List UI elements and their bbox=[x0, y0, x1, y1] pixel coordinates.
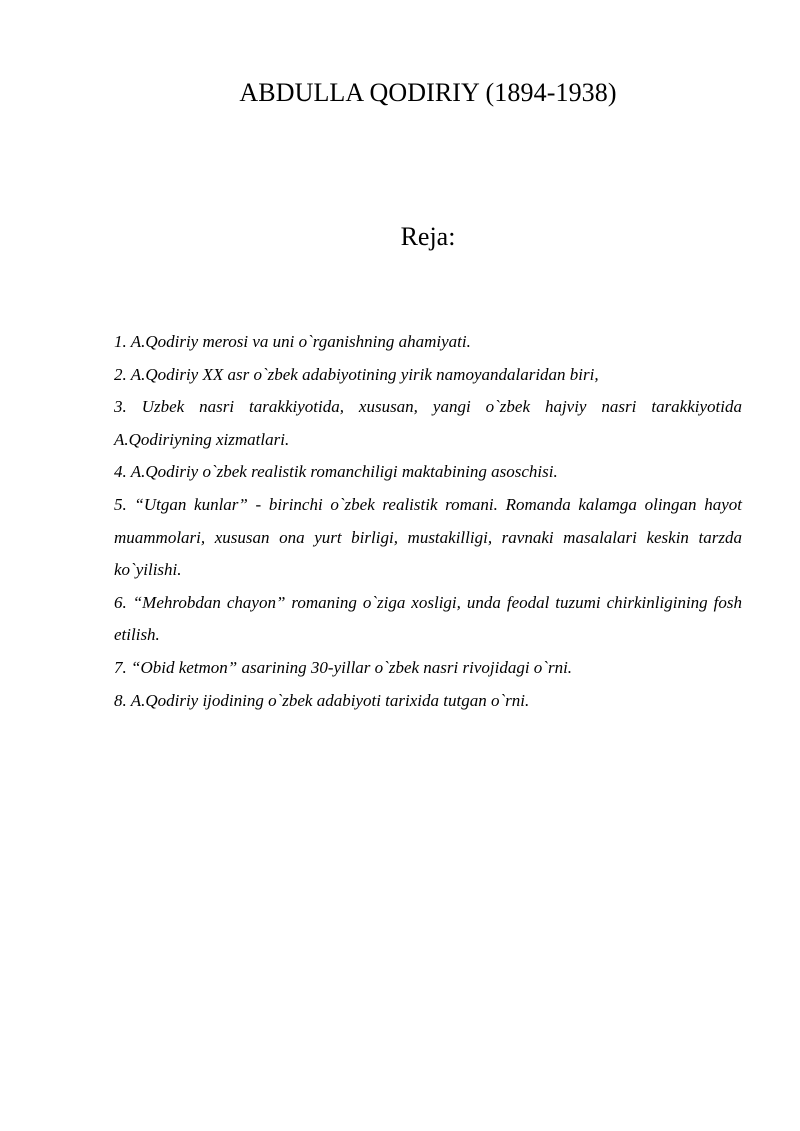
plan-item-8: 8. A.Qodiriy ijodining o`zbek adabiyoti tarixida tutgan o`rni. bbox=[114, 690, 530, 710]
plan-item-1: 1. A.Qodiriy merosi va uni o`rganishning ahamiyati. bbox=[114, 332, 471, 351]
plan-item-3: 3. Uzbek nasri tarakkiyotida, xususan, yangi o`zbek hajviy nasri tarakkiyotida A.Qodiriyning xizmatlari. bbox=[114, 397, 742, 449]
document-title: ABDULLA QODIRIY (1894-1938) bbox=[239, 78, 617, 107]
plan-heading: Reja: bbox=[400, 222, 456, 251]
plan-item-4: 4. A.Qodiriy o`zbek realistik romanchiligi maktabining asoschisi. bbox=[114, 462, 558, 482]
plan-list bbox=[114, 326, 742, 717]
plan-item-2: 2. A.Qodiriy XX asr o`zbek adabiyotining yirik namoyandalaridan biri, bbox=[114, 364, 599, 384]
plan-item-6: 6. “Mehrobdan chayon” romaning o`ziga xosligi, unda feodal tuzumi chirkinligining fosh etilish. bbox=[114, 592, 742, 645]
plan-item-5: 5. “Utgan kunlar” - birinchi o`zbek realistik romani. Romanda kalamga olingan hayot muammolari, xususan ona yurt birligi, mustakilligi, ravnaki masalalari keskin tarzda ko`yilishi. bbox=[114, 494, 742, 580]
plan-item-7: 7. “Obid ketmon” asarining 30-yillar o`zbek nasri rivojidagi o`rni. bbox=[114, 657, 573, 677]
